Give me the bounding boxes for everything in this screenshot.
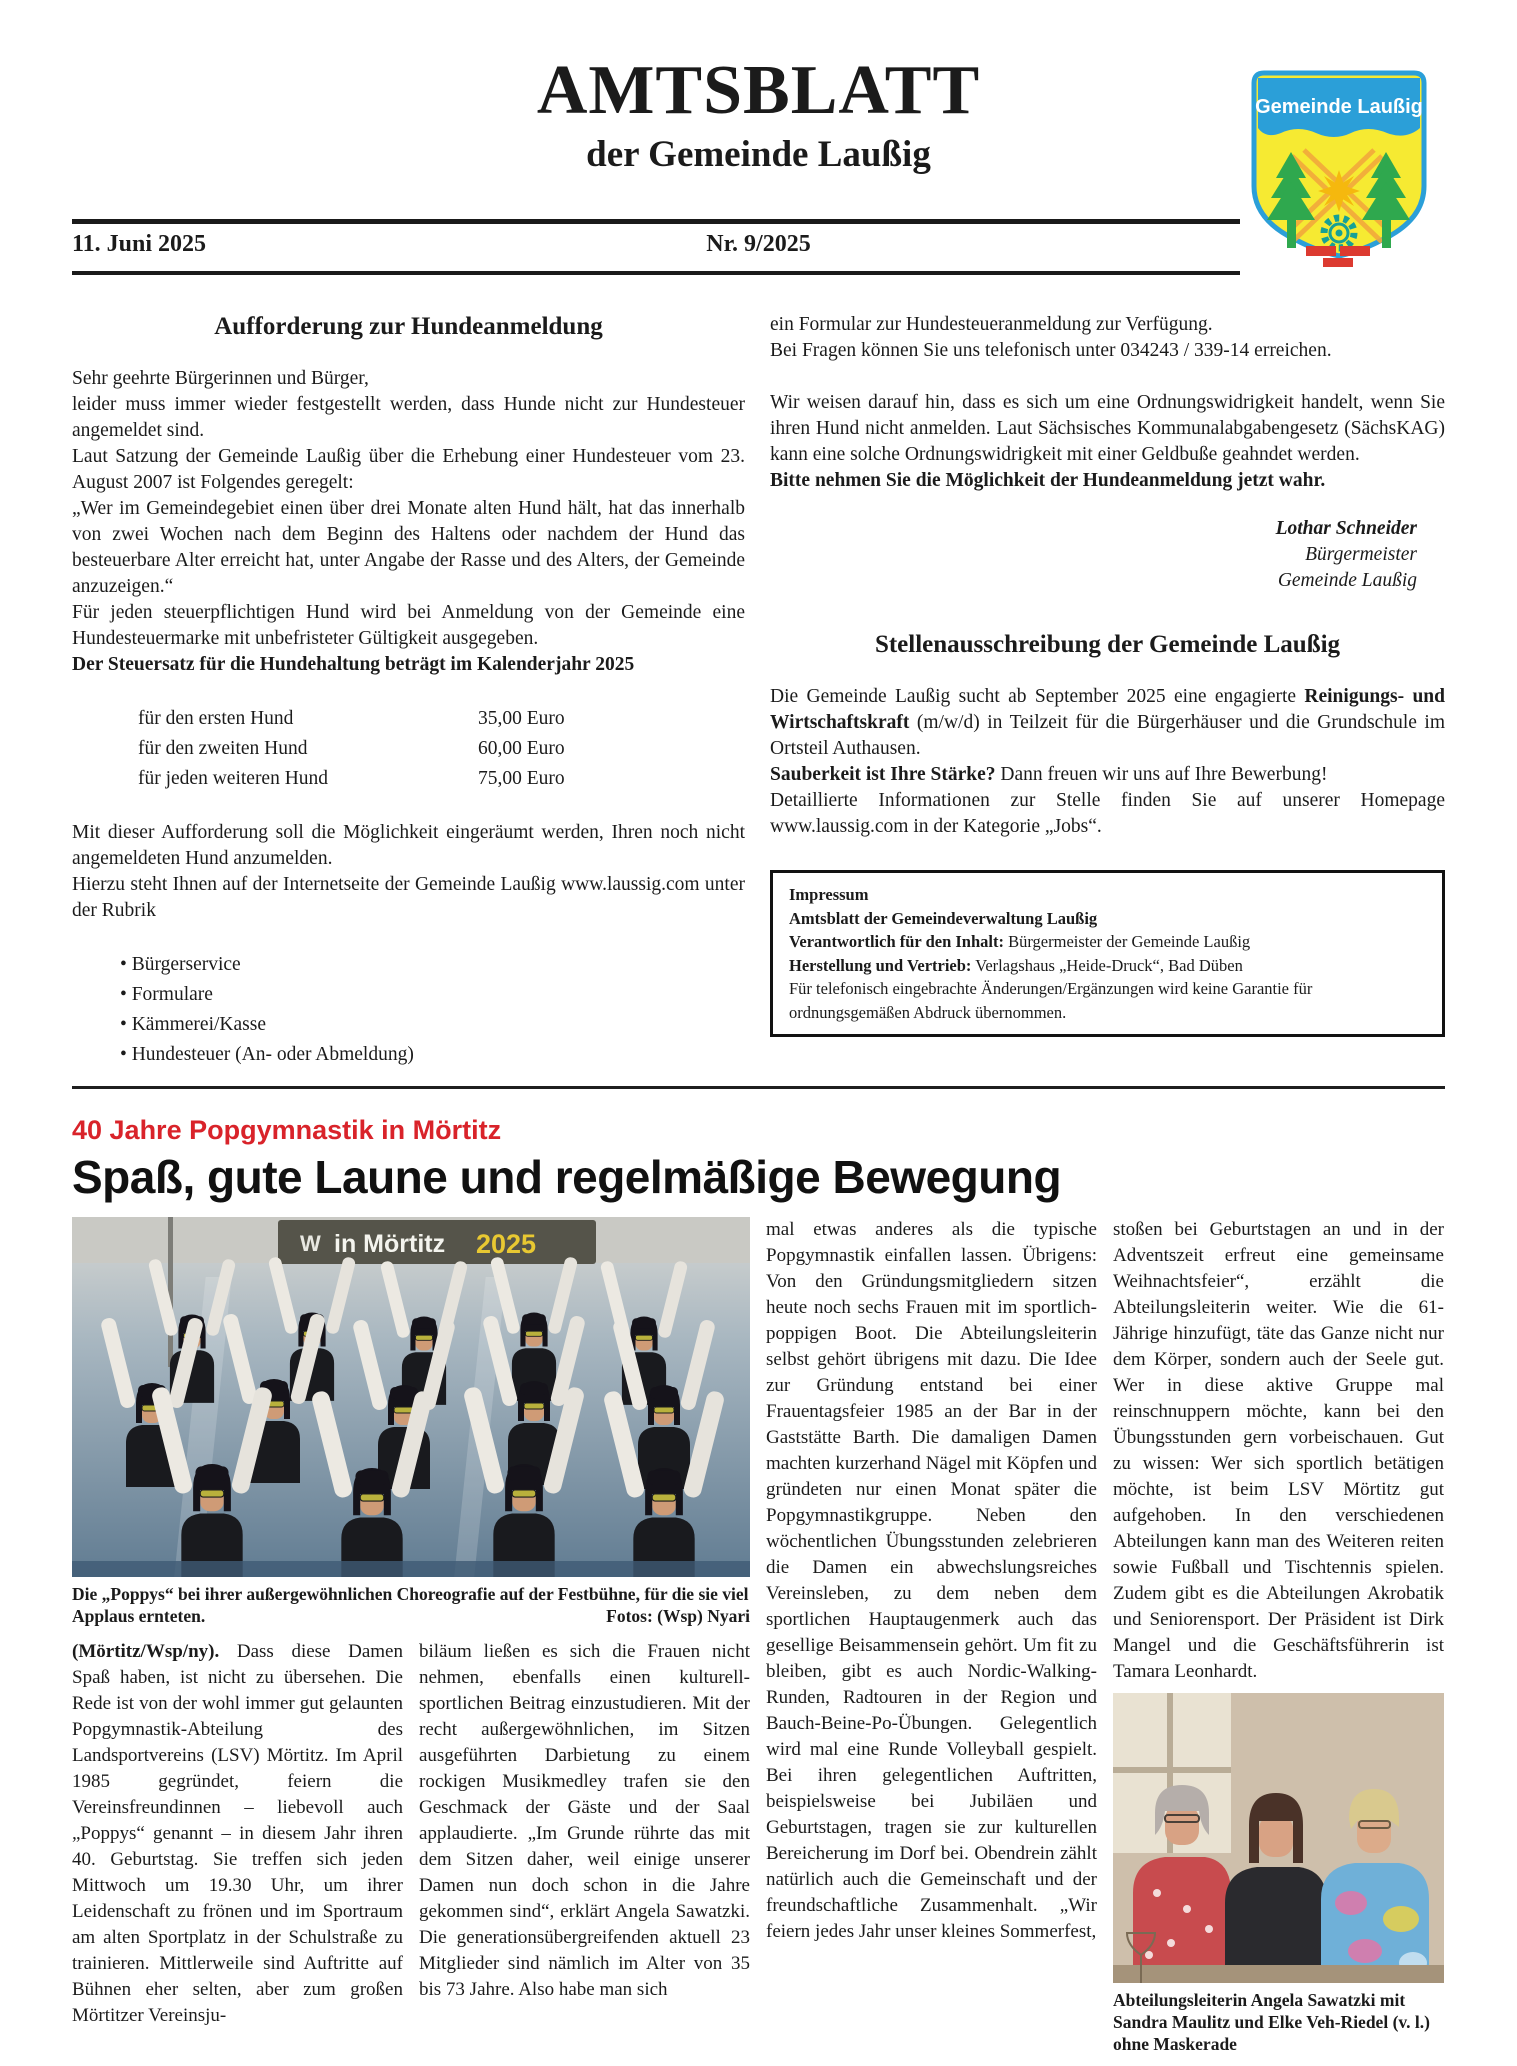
tax-label: für den zweiten Hund — [138, 738, 308, 759]
impressum-production — [789, 954, 1426, 978]
body-paragraph: Mit dieser Aufforderung soll die Möglichkeit eingeräumt werden, Ihren noch nicht angemeldeten Hund anzumelden. — [72, 822, 745, 869]
body-paragraph: Für jeden steuerpflichtigen Hund wird bei Anmeldung von der Gemeinde eine Hundesteuermarke mit unbefristeter Gültigkeit ausgegeben. — [72, 602, 745, 649]
photo2-caption: Abteilungsleiterin Angela Sawatzki mit Sandra Maulitz und Elke Veh-Riedel (v. l.) ohne Maskerade — [1113, 1989, 1430, 2054]
job-paragraph: Detaillierte Informationen zur Stelle finden Sie auf unserer Homepage www.laussig.com in der Kategorie „Jobs“. — [770, 790, 1445, 837]
text-column-3: mal etwas anderes als die typische Popgymnastik einfallen lassen. Übrigens: Von den Gründungsmitgliedern sitzen heute noch sechs Frauen mit im sportlich-poppigen Boot. Die Abteilungsleiterin selbst gehört übrigens mit dazu. Die Idee zur Gründung entstand bei einer Frauentagsfeier 1985 an der Bar in der Gaststätte Barth. Die damaligen Damen machten kurzerhand Nägel mit Köpfen und gründeten nur einen Monat später die Popgymnastikgruppe. Neben den wöchentlichen Übungsstunden zelebrieren die Damen ein abwechslungsreiches Vereinsleben, zu dem neben dem sportlichen Hauptaugenmerk auch das gesellige Beisammensein gehört. Um fit zu bleiben, gibt es auch Nordic-Walking-Runden, Radtouren in der Region und Bauch-Beine-Po-Übungen. Gelegentlich wird mal eine Runde Volleyball gespielt. Bei ihren gelegentlichen Auftritten, beispielsweise bei Jubiläen und Geburtstagen, tragen sie zur kulturellen Bereicherung im Dorf bei. Obendrein zählt natürlich auch die Gemeinschaft und der freundschaftliche Zusammenhalt. „Wir feiern jedes Jahr unser kleines Sommerfest, — [766, 1218, 1097, 1942]
article-kicker: 40 Jahre Popgymnastik in Mörtitz — [72, 1115, 502, 1145]
tax-value: 60,00 Euro — [478, 738, 565, 759]
warning-paragraph: Wir weisen darauf hin, dass es sich um eine Ordnungswidrigkeit handelt, wenn Sie ihren Hund nicht anmelden. Laut Sächsisches Kommunalabgabengesetz (SächsKAG) kann eine solche Ordnungswidrigkeit mit einer Geldbuße geahndet werden. — [770, 392, 1445, 465]
body-paragraph: „Wer im Gemeindegebiet einen über drei Monate alten Hund hält, hat das innerhalb von zwei Wochen nach dem Beginn des Haltens oder nachdem der Hund das besteuerbare Alter erreicht hat, unter Angabe der Rasse und des Alters, der Gemeinde anzuzeigen.“ — [72, 498, 745, 597]
tax-row — [138, 764, 745, 794]
job-paragraph — [770, 684, 1445, 762]
article-columns — [72, 1217, 1445, 2055]
tax-rate-heading: Der Steuersatz für die Hundehaltung beträgt im Kalenderjahr 2025 — [72, 654, 635, 675]
stage-banner-year: 2025 — [476, 1228, 537, 1259]
popgymnastik-article — [72, 1116, 1445, 2055]
photo-column-pair — [72, 1217, 750, 2055]
issue-number: Nr. 9/2025 — [706, 231, 811, 257]
stage-banner-text: in Mörtitz — [334, 1229, 446, 1258]
body-paragraph: leider muss immer wieder festgestellt werden, dass Hunde nicht zur Hundesteuer angemeldet sind. — [72, 394, 745, 441]
article-headline: Spaß, gute Laune und regelmäßige Bewegung — [72, 1150, 1062, 1203]
impressum-label: Verantwortlich für den Inhalt: — [789, 932, 1004, 951]
bullet-item: • Kämmerei/Kasse — [120, 1010, 745, 1040]
text-column-4-wrap — [1113, 1217, 1444, 2055]
stage-banner-w-mark: W — [300, 1230, 321, 1256]
masthead-subtitle: der Gemeinde Laußig — [586, 134, 931, 175]
signature-role: Bürgermeister — [1305, 544, 1417, 565]
bold-appeal: Bitte nehmen Sie die Möglichkeit der Hundeanmeldung jetzt wahr. — [770, 470, 1326, 491]
impressum-value: Verlagshaus „Heide-Druck“, Bad Düben — [971, 955, 1243, 975]
issue-info-bar — [72, 231, 1445, 265]
impressum-value: Bürgermeister der Gemeinde Laußig — [1003, 932, 1251, 951]
masthead-title: AMTSBLATT — [536, 52, 981, 129]
impressum-responsible — [789, 930, 1426, 954]
dog-article-heading: Aufforderung zur Hundeanmeldung — [214, 313, 603, 340]
impressum-box — [770, 870, 1445, 1037]
impressum-title: Impressum — [789, 885, 869, 904]
tax-label: für jeden weiteren Hund — [138, 768, 329, 789]
bullet-item: • Hundesteuer (An- oder Abmeldung) — [120, 1040, 745, 1070]
dateline-bold: (Mörtitz/Wsp/ny). — [72, 1640, 220, 1662]
rubric-bullet-list — [120, 950, 745, 1070]
job-role-bold: Reinigungs- und Wirtschaftskraft — [770, 686, 1445, 733]
body-paragraph: Hierzu steht Ihnen auf der Internetseite der Gemeinde Laußig www.laussig.com unter der Rubrik — [72, 874, 745, 921]
signature-org: Gemeinde Laußig — [1277, 570, 1417, 591]
body-paragraph: Laut Satzung der Gemeinde Laußig über die Erhebung einer Hundesteuer vom 23. August 2007 ist Folgendes geregelt: — [72, 446, 745, 493]
right-column — [770, 312, 1445, 1037]
dog-registration-article — [72, 312, 745, 1070]
job-text: Die Gemeinde Laußig sucht ab September 2025 eine engagierte — [770, 686, 1305, 707]
tax-value: 35,00 Euro — [478, 708, 565, 729]
tax-table — [138, 704, 745, 794]
section-divider — [72, 1086, 1445, 1089]
impressum-publication: Amtsblatt der Gemeindeverwaltung Laußig — [789, 908, 1098, 928]
tax-value: 75,00 Euro — [478, 768, 565, 789]
bullet-item: • Formulare — [120, 980, 745, 1010]
crest-banner-label: Gemeinde Laußig — [1255, 96, 1423, 118]
job-text: Dann freuen wir uns auf Ihre Bewerbung! — [995, 764, 1328, 785]
text-column-1 — [72, 1639, 403, 2029]
photo-credit: Fotos: (Wsp) Nyari — [606, 1605, 750, 1626]
photo1-caption-text: Die „Poppys“ bei ihrer außergewöhnlichen Choreografie auf der Festbühne, für die sie viel Applaus ernteten. — [72, 1583, 749, 1626]
text-column-4: stoßen bei Geburtstagen an und in der Adventszeit erfreut eine gemeinsame Weihnachtsfeier“, erzählt die Abteilungsleiterin weiter. Wie die 61-Jährige hinzufügt, täte das Ganze nicht nur dem Körper, sondern auch der Seele gut. Wer in diese aktive Gruppe mal reinschnuppern möchte, kann bei den Übungsstunden gern vorbeischauen. Gut zu wissen: Wer sich sportlich betätigen möchte, ist beim LSV Mörtitz gut aufgehoben. In den verschiedenen Abteilungen kann man des Weiteren reiten sowie Fußball und Tischtennis spielen. Zudem gibt es die Abteilungen Akrobatik und Seniorensport. Der Präsident ist Dirk Mangel und die Geschäftsführerin ist Tamara Leonhardt. — [1113, 1218, 1444, 1682]
photo1-caption — [72, 1583, 750, 1627]
body-paragraph: Sehr geehrte Bürgerinnen und Bürger, — [72, 368, 369, 389]
three-women-photo — [1113, 1693, 1444, 1983]
job-paragraph — [770, 762, 1445, 788]
signature-block — [770, 516, 1445, 594]
issue-date: 11. Juni 2025 — [72, 231, 207, 257]
stage-group-photo — [72, 1217, 750, 1577]
tax-label: für den ersten Hund — [138, 708, 294, 729]
tax-row — [138, 704, 745, 734]
bullet-item: • Bürgerservice — [120, 950, 745, 980]
tax-row — [138, 734, 745, 764]
column-text: Dass diese Damen Spaß haben, ist nicht zu übersehen. Die Rede ist von der wohl immer gut gelaunten Popgymnastik-Abteilung des Landsportvereins (LSV) Mörtitz. Im April 1985 gegründet, feiern die Vereinsfreundinnen – liebevoll auch „Poppys“ genannt – in diesem Jahr ihren 40. Geburtstag. Sie treffen sich jeden Mittwoch um 19.30 Uhr, um ihrer Leidenschaft zu frönen und im Sportraum am alten Sportplatz in der Schulstraße zu trainieren. Mittlerweile sind Auftritte auf Bühnen eher selten, aber zum großen Mörtitzer Vereinsju- — [72, 1640, 403, 2026]
signature-name: Lothar Schneider — [1275, 518, 1417, 539]
job-posting-heading: Stellenausschreibung der Gemeinde Laußig — [874, 631, 1341, 658]
impressum-label: Herstellung und Vertrieb: — [789, 955, 972, 975]
header-rule-bottom — [72, 271, 1240, 275]
text-column-2: biläum ließen es sich die Frauen nicht nehmen, ebenfalls einen kulturell-sportlichen Beitrag einzustudieren. Mit der recht außergewöhnlichen, im Sitzen ausgeführten Darbietung zu einem rockigen Musikmedley trafen sie den Geschmack der Gäste und der Saal applaudierte. „Im Grunde rührte das mit dem Sitzen daher, weil einige unserer Damen nun doch schon in die Jahre gekommen sind“, erklärt Angela Sawatzki. Die generationsübergreifenden aktuell 23 Mitglieder sind nämlich im Alter von 35 bis 73 Jahre. Also habe man sich — [419, 1640, 750, 2000]
job-text: (m/w/d) in Teilzeit für die Bürgerhäuser und die Grundschule im Ortsteil Authausen. — [770, 712, 1445, 759]
impressum-disclaimer: Für telefonisch eingebrachte Änderungen/Ergänzungen wird keine Garantie für ordnungsgemäßen Abdruck übernommen. — [789, 979, 1313, 1022]
job-question-bold: Sauberkeit ist Ihre Stärke? — [770, 764, 996, 785]
continuation-line: Bei Fragen können Sie uns telefonisch unter 034243 / 339-14 erreichen. — [770, 340, 1332, 361]
continuation-line: ein Formular zur Hundesteueranmeldung zur Verfügung. — [770, 314, 1213, 335]
header-rule-top — [72, 219, 1240, 224]
